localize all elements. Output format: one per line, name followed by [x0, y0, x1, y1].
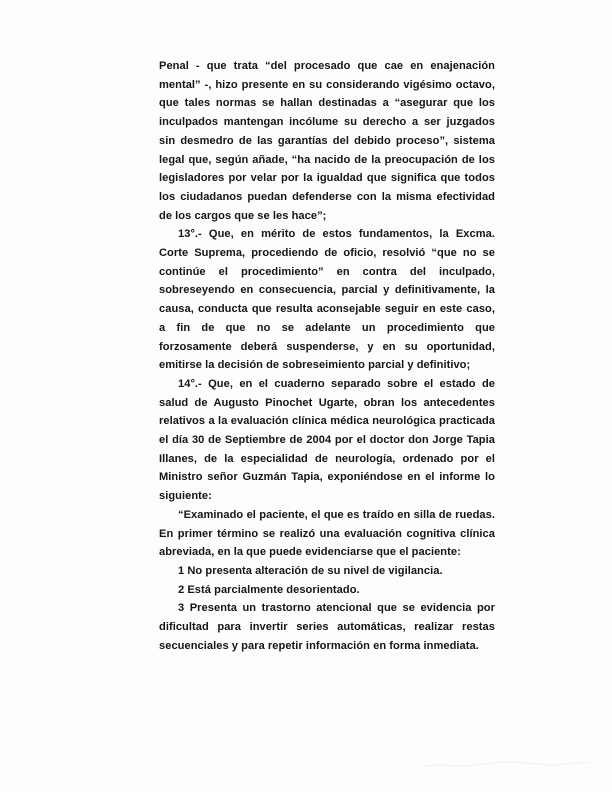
list-item: 1 No presenta alteración de su nivel de vigilancia. [178, 564, 443, 577]
quote-intro: “Examinado el paciente, el que es traído en silla de ruedas. En primer término se realizó una evaluación cognitiva clínica abreviada, en la que puede evidenciarse que el paciente: [159, 508, 495, 559]
paragraph-13: 13°.- Que, en mérito de estos fundamentos, la Excma. Corte Suprema, procediendo de oficio, resolvió “que no se continúe el procedimiento” en contra del inculpado, sobreseyendo en consecuencia, parcial y definitivamente, la causa, conducta que resulta aconsejable seguir en este caso, a fin de que no se adelante un procedimiento que forzosamente deberá suspenderse, y en su oportunidad, emitirse la decisión de sobreseimiento parcial y definitivo; [159, 228, 495, 372]
document-body [159, 57, 495, 656]
list-item: 3 Presenta un trastorno atencional que se evidencia por dificultad para invertir series automáticas, realizar restas secuenciales y para repetir información en forma inmediata. [159, 602, 495, 652]
paragraph-penal: Penal - que trata “del procesado que cae en enajenación mental” -, hizo presente en su considerando vigésimo octavo, que tales normas se hallan destinadas a “asegurar que los inculpados mantengan incólume su derecho a ser juzgados sin desmedro de las garantías del debido proceso”, sistema legal que, según añade, “ha nacido de la preocupación de los legisladores por velar por la igualdad que significa que todos los ciudadanos puedan defenderse con la misma efectividad de los cargos que se les hace”; [159, 60, 495, 222]
paragraph-14: 14°.- Que, en el cuaderno separado sobre el estado de salud de Augusto Pinochet Ugarte, obran los antecedentes relativos a la evaluación clínica médica neurológica practicada el día 30 de Septiembre de 2004 por el doctor don Jorge Tapia Illanes, de la especialidad de neurología, ordenado por el Ministro señor Guzmán Tapia, exponiéndose en el informe lo siguiente: [159, 377, 495, 503]
list-item: 2 Está parcialmente desorientado. [178, 583, 360, 596]
faint-watermark [420, 755, 590, 775]
watermark-scribble [420, 755, 590, 772]
